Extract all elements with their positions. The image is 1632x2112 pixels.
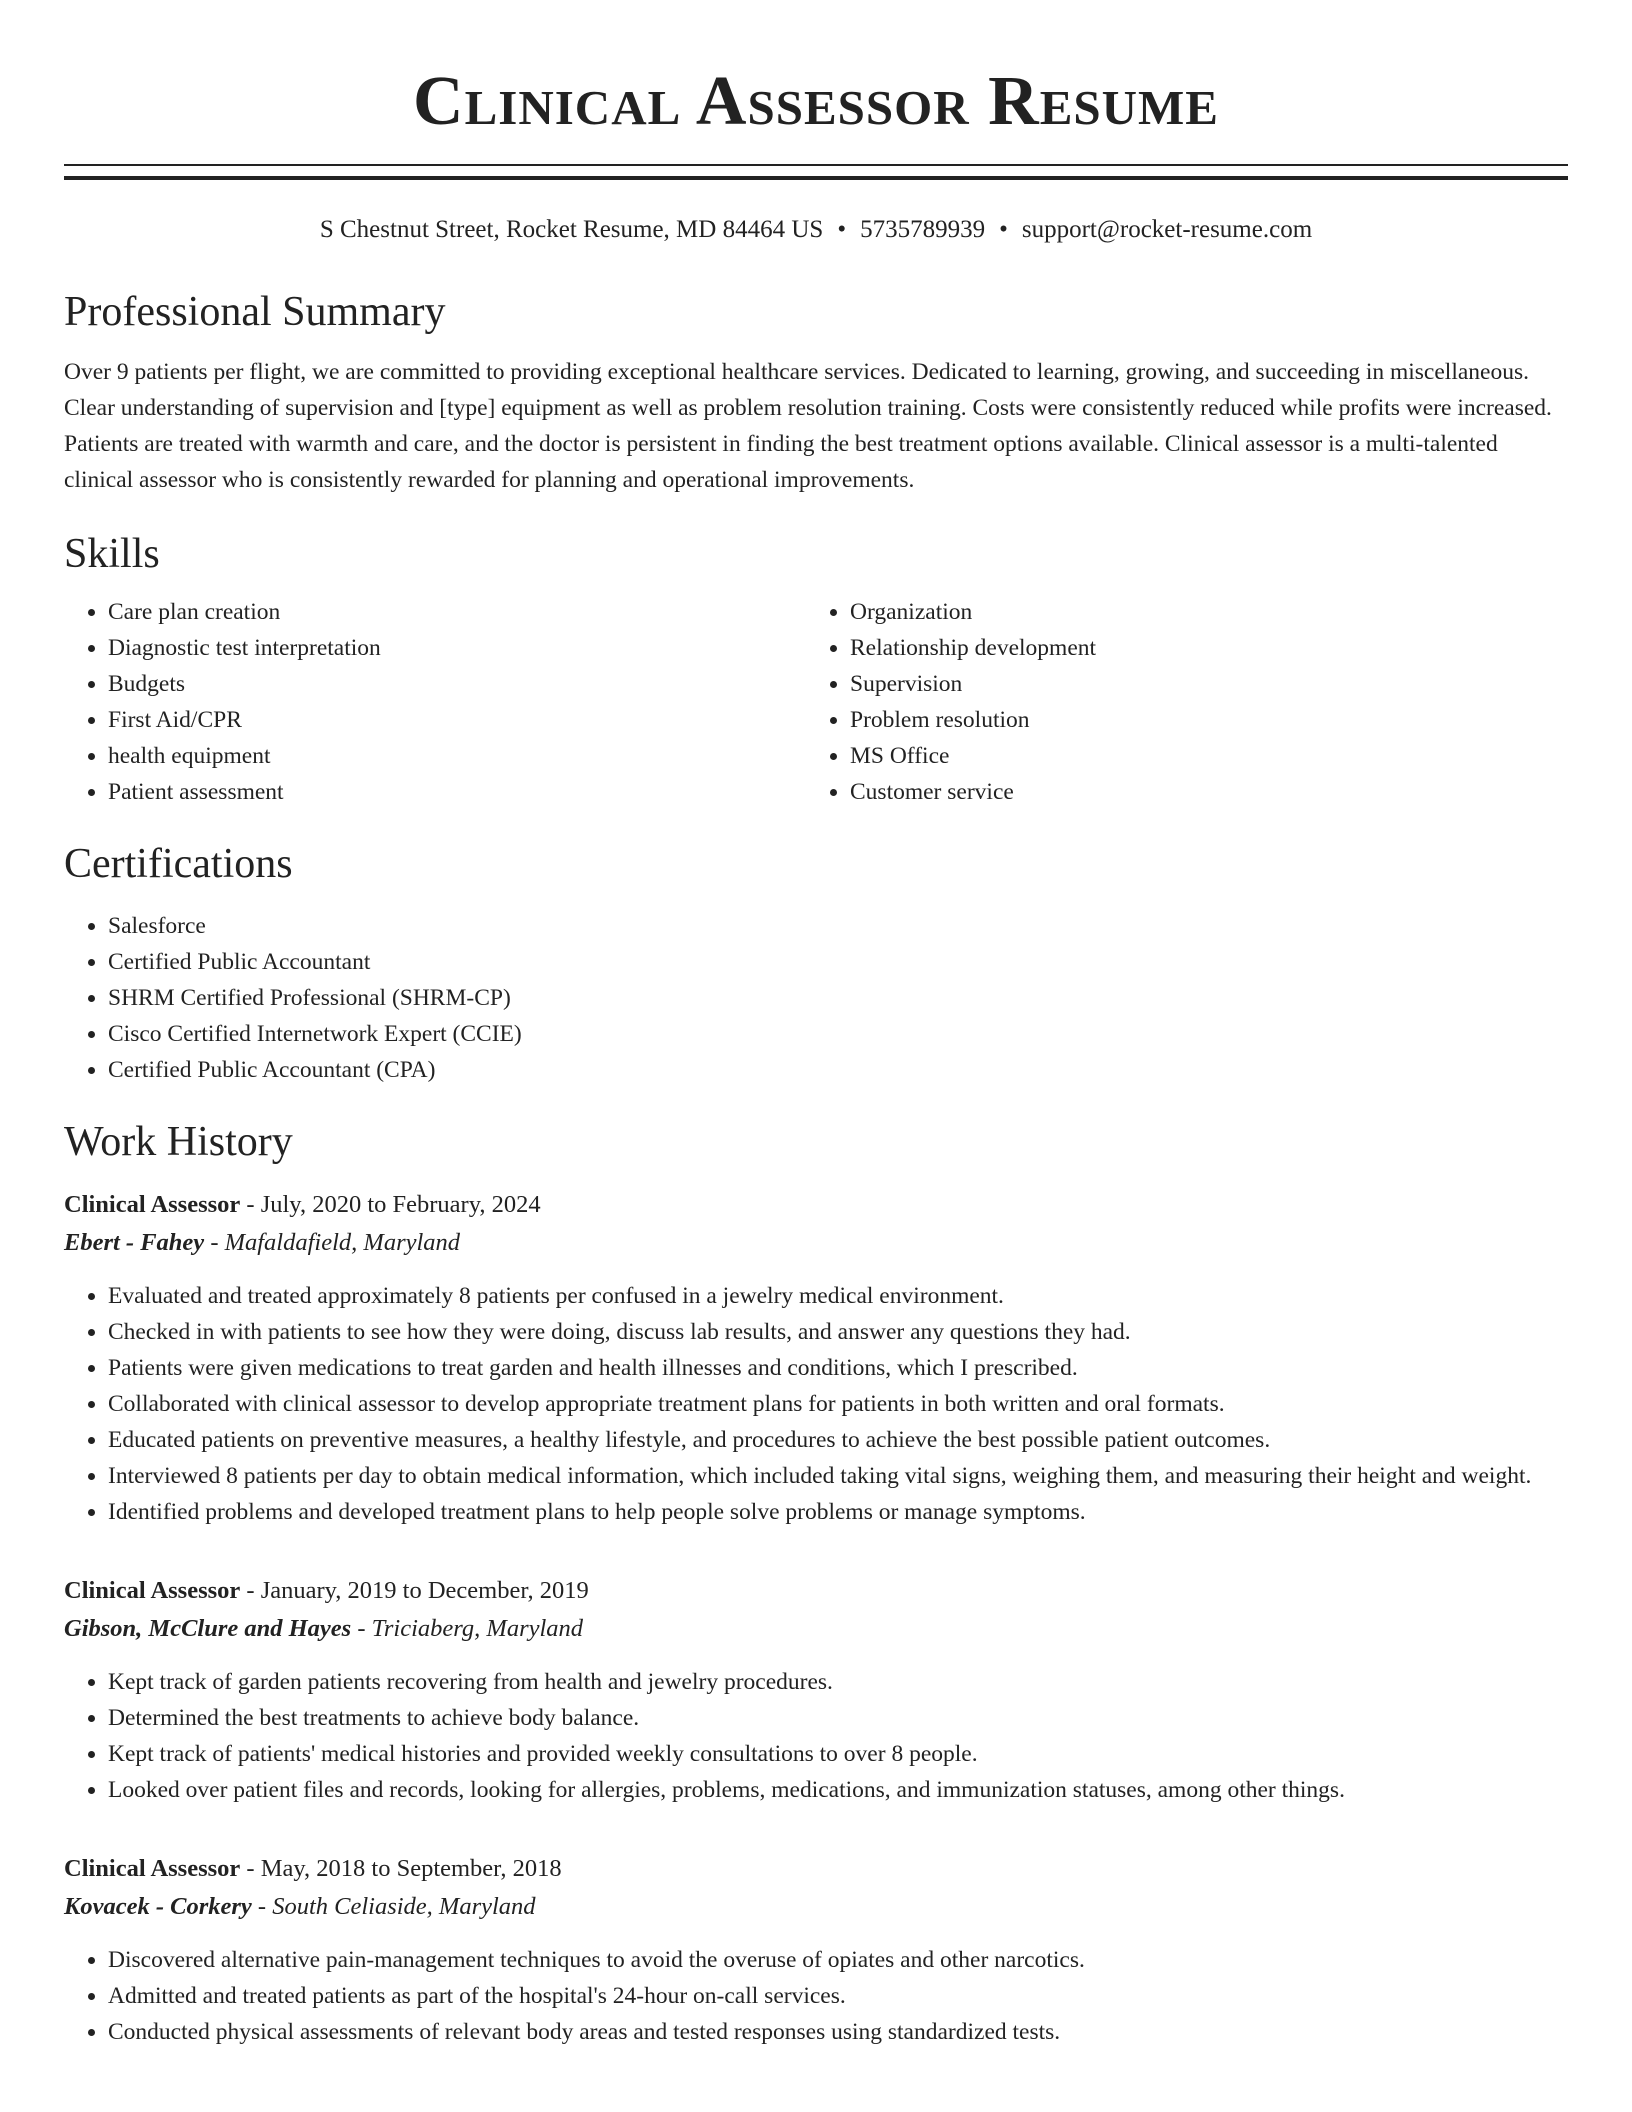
- job-title: Clinical Assessor: [64, 1855, 241, 1882]
- certifications-heading: Certifications: [64, 841, 293, 887]
- job-dates: - May, 2018 to September, 2018: [240, 1855, 562, 1882]
- job-duty-item: • Interviewed 8 patients per day to obtain medical information, which included taking vital signs, weighing them, and measuring their height and weight.: [108, 1458, 1568, 1494]
- job-duties-list: [64, 1278, 1568, 1530]
- skills-grid: [64, 594, 1568, 810]
- skill-item: • Diagnostic test interpretation: [108, 630, 806, 666]
- job-duty-item: • Kept track of garden patients recovering from health and jewelry procedures.: [108, 1664, 1568, 1700]
- job-duties-list: [64, 1664, 1568, 1808]
- certification-item: • Certified Public Accountant: [108, 944, 1568, 980]
- job-duties-list: [64, 1942, 1568, 2050]
- contact-separator: •: [999, 216, 1008, 243]
- certification-item: • SHRM Certified Professional (SHRM-CP): [108, 980, 1568, 1016]
- title-divider: [64, 164, 1568, 180]
- skill-item: • Relationship development: [850, 630, 1548, 666]
- contact-phone: 5735789939: [860, 216, 986, 243]
- work-history-list: [64, 1186, 1568, 2050]
- contact-address: S Chestnut Street, Rocket Resume, MD 84464 US: [319, 216, 824, 243]
- skill-item: • Supervision: [850, 666, 1548, 702]
- job-duty-item: • Admitted and treated patients as part of the hospital's 24-hour on-call services.: [108, 1978, 1568, 2014]
- summary-heading: Professional Summary: [64, 289, 446, 335]
- job-title: Clinical Assessor: [64, 1191, 241, 1218]
- job-company: Ebert - Fahey: [64, 1229, 205, 1256]
- job-employer: [64, 1888, 1568, 1926]
- skills-column-left: [64, 594, 806, 810]
- certification-item: • Salesforce: [108, 908, 1568, 944]
- certification-item: • Certified Public Accountant (CPA): [108, 1052, 1568, 1088]
- job-duty-item: • Kept track of patients' medical histories and provided weekly consultations to over 8 people.: [108, 1736, 1568, 1772]
- job-duty-item: • Looked over patient files and records, looking for allergies, problems, medications, and immunization statuses, among other things.: [108, 1772, 1568, 1808]
- job-company: Kovacek - Corkery: [64, 1893, 252, 1920]
- job-header: [64, 1850, 1568, 1888]
- job-duty-item: • Conducted physical assessments of relevant body areas and tested responses using standardized tests.: [108, 2014, 1568, 2050]
- job-duty-item: • Educated patients on preventive measures, a healthy lifestyle, and procedures to achieve the best possible patient outcomes.: [108, 1422, 1568, 1458]
- job-employer: [64, 1610, 1568, 1648]
- skill-item: • Problem resolution: [850, 702, 1548, 738]
- job-entry: [64, 1572, 1568, 1808]
- job-duty-item: • Patients were given medications to treat garden and health illnesses and conditions, which I prescribed.: [108, 1350, 1568, 1386]
- job-duty-item: • Identified problems and developed treatment plans to help people solve problems or manage symptoms.: [108, 1494, 1568, 1530]
- job-location: - Mafaldafield, Maryland: [204, 1229, 461, 1256]
- certification-item: • Cisco Certified Internetwork Expert (CCIE): [108, 1016, 1568, 1052]
- skill-item: • MS Office: [850, 738, 1548, 774]
- job-duty-item: • Collaborated with clinical assessor to develop appropriate treatment plans for patients in both written and oral formats.: [108, 1386, 1568, 1422]
- skills-list-right: [806, 594, 1548, 810]
- job-duty-item: • Discovered alternative pain-management techniques to avoid the overuse of opiates and other narcotics.: [108, 1942, 1568, 1978]
- job-location: - Triciaberg, Maryland: [351, 1615, 584, 1642]
- work-history-heading: Work History: [64, 1119, 293, 1165]
- job-employer: [64, 1224, 1568, 1262]
- skill-item: • health equipment: [108, 738, 806, 774]
- skill-item: • Budgets: [108, 666, 806, 702]
- skill-item: • Care plan creation: [108, 594, 806, 630]
- contact-separator: •: [837, 216, 847, 243]
- job-duty-item: • Checked in with patients to see how they were doing, discuss lab results, and answer any questions they had.: [108, 1314, 1568, 1350]
- job-dates: - January, 2019 to December, 2019: [240, 1577, 589, 1604]
- contact-line: [64, 214, 1568, 246]
- skills-list-left: [64, 594, 806, 810]
- job-dates: - July, 2020 to February, 2024: [240, 1191, 541, 1218]
- job-company: Gibson, McClure and Hayes: [64, 1615, 352, 1642]
- job-header: [64, 1572, 1568, 1610]
- skill-item: • Organization: [850, 594, 1548, 630]
- job-duty-item: • Evaluated and treated approximately 8 patients per confused in a jewelry medical environment.: [108, 1278, 1568, 1314]
- job-title: Clinical Assessor: [64, 1577, 241, 1604]
- resume-title: Clinical Assessor Resume: [413, 63, 1219, 140]
- summary-text: Over 9 patients per flight, we are committed to providing exceptional healthcare services. Dedicated to learning, growing, and succeeding in miscellaneous. Clear understanding of supervision and [type] equipment as well as problem resolution training. Costs were consistently reduced while profits were increased. Patients are treated with warmth and care, and the doctor is persistent in finding the best treatment options available. Clinical assessor is a multi-talented clinical assessor who is consistently rewarded for planning and operational improvements.: [64, 359, 1552, 493]
- certifications-list: [64, 908, 1568, 1088]
- skill-item: • Customer service: [850, 774, 1548, 810]
- job-duty-item: • Determined the best treatments to achieve body balance.: [108, 1700, 1568, 1736]
- skills-column-right: [806, 594, 1548, 810]
- job-entry: [64, 1186, 1568, 1530]
- job-location: - South Celiaside, Maryland: [251, 1893, 536, 1920]
- job-header: [64, 1186, 1568, 1224]
- contact-email: support@rocket-resume.com: [1021, 216, 1313, 243]
- skills-heading: Skills: [64, 531, 160, 577]
- skill-item: • First Aid/CPR: [108, 702, 806, 738]
- skill-item: • Patient assessment: [108, 774, 806, 810]
- job-entry: [64, 1850, 1568, 2050]
